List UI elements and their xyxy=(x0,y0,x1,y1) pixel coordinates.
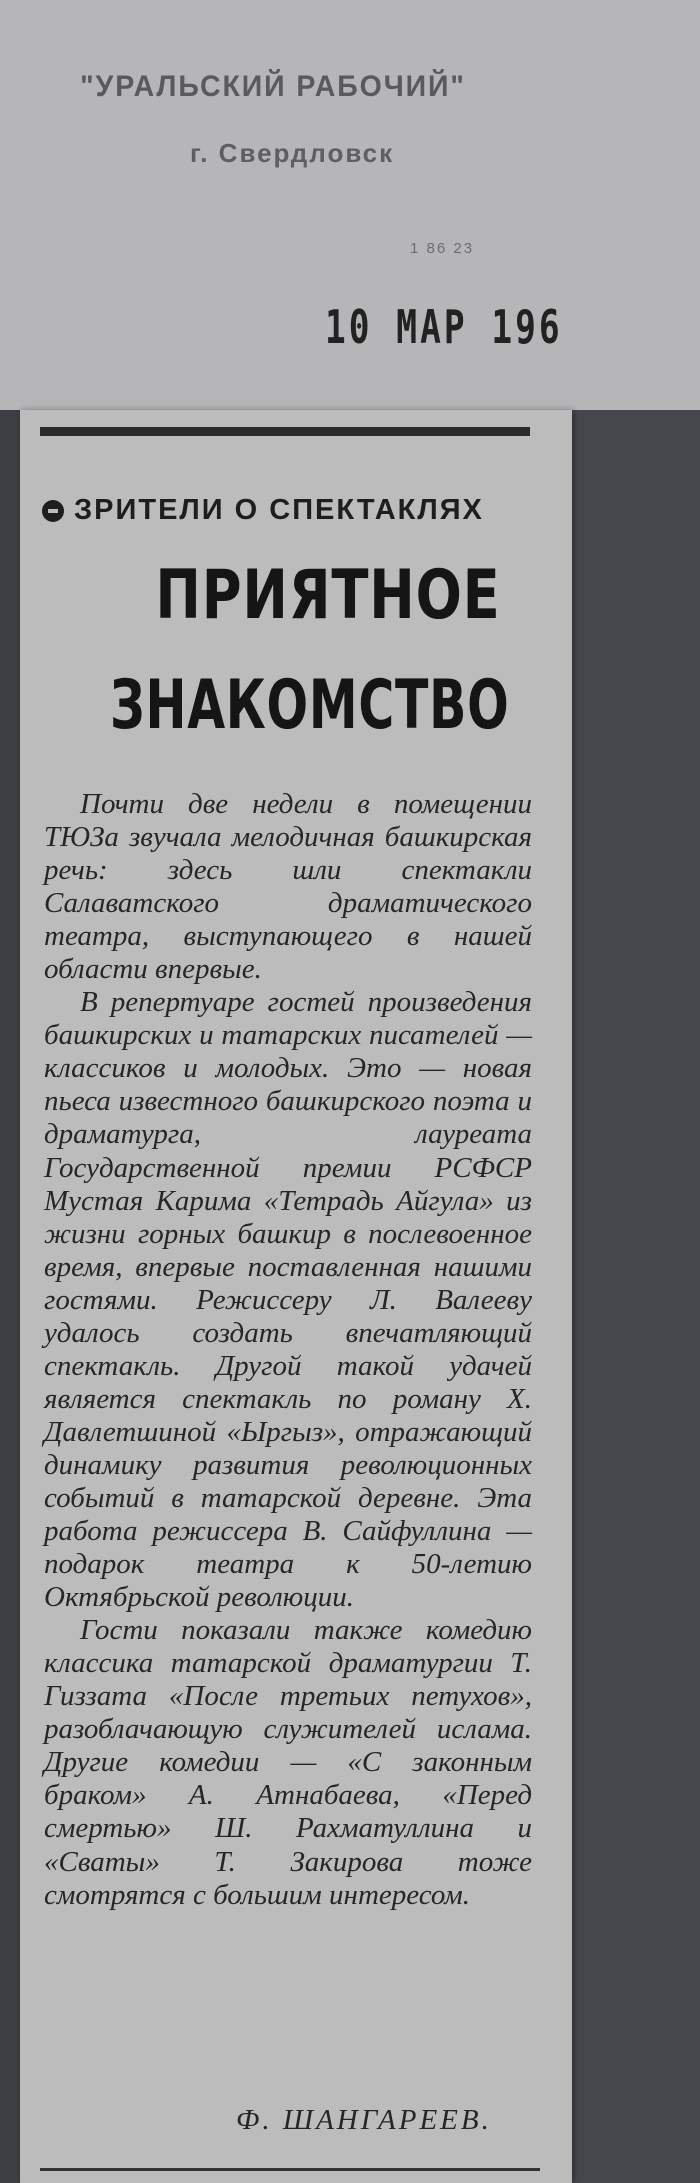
stamp-code: 1 86 23 xyxy=(410,240,475,257)
rubric-label: ЗРИТЕЛИ О СПЕКТАКЛЯХ xyxy=(74,494,484,526)
rubric-bullet-icon xyxy=(42,500,64,522)
article-body xyxy=(44,788,532,1912)
background-strip xyxy=(572,410,700,2183)
article-paragraph: Почти две недели в помещении ТЮЗа звучала мелодичная башкирская речь: здесь шли спектакли Салаватского драматического театра, выступающего в нашей области впервые. xyxy=(44,788,532,986)
rubric xyxy=(42,494,484,527)
bottom-rule xyxy=(40,2168,540,2171)
author-signature: Ф. ШАНГАРЕЕВ. xyxy=(236,2104,492,2136)
headline-line-2: ЗНАКОМСТВО xyxy=(110,666,510,745)
article-paragraph: В репертуаре гостей произведения башкирских и татарских писателей — классиков и молодых. Это — новая пьеса известного башкирского поэта и драматурга, лауреата Государственной премии РСФСР Мустая Карима «Тетрадь Айгула» из жизни горных башкир в послевоенное время, впервые поставленная нашими гостями. Режиссеру Л. Валееву удалось создать впечатляющий спектакль. Другой такой удачей является спектакль по роману Х. Давлетшиной «Ыргыз», отражающий динамику развития революционных событий в татарской деревне. Эта работа режиссера В. Сайфуллина — подарок театра к 50-летию Октябрьской революции. xyxy=(44,986,532,1614)
article-paragraph: Гости показали также комедию классика татарской драматургии Т. Гиззата «После третьих петухов», разоблачающую служителей ислама. Другие комедии — «С законным браком» А. Атнабаева, «Перед смертью» Ш. Рахматуллина и «Сваты» Т. Закирова тоже смотрятся с большим интересом. xyxy=(44,1614,532,1911)
newspaper-city: г. Свердловск xyxy=(190,138,395,168)
date-stamp: 10 МАР 196 xyxy=(325,300,563,354)
headline-line-1: ПРИЯТНОЕ xyxy=(155,556,501,635)
newspaper-name: "УРАЛЬСКИЙ РАБОЧИЙ" xyxy=(80,70,466,103)
top-rule xyxy=(40,427,530,436)
